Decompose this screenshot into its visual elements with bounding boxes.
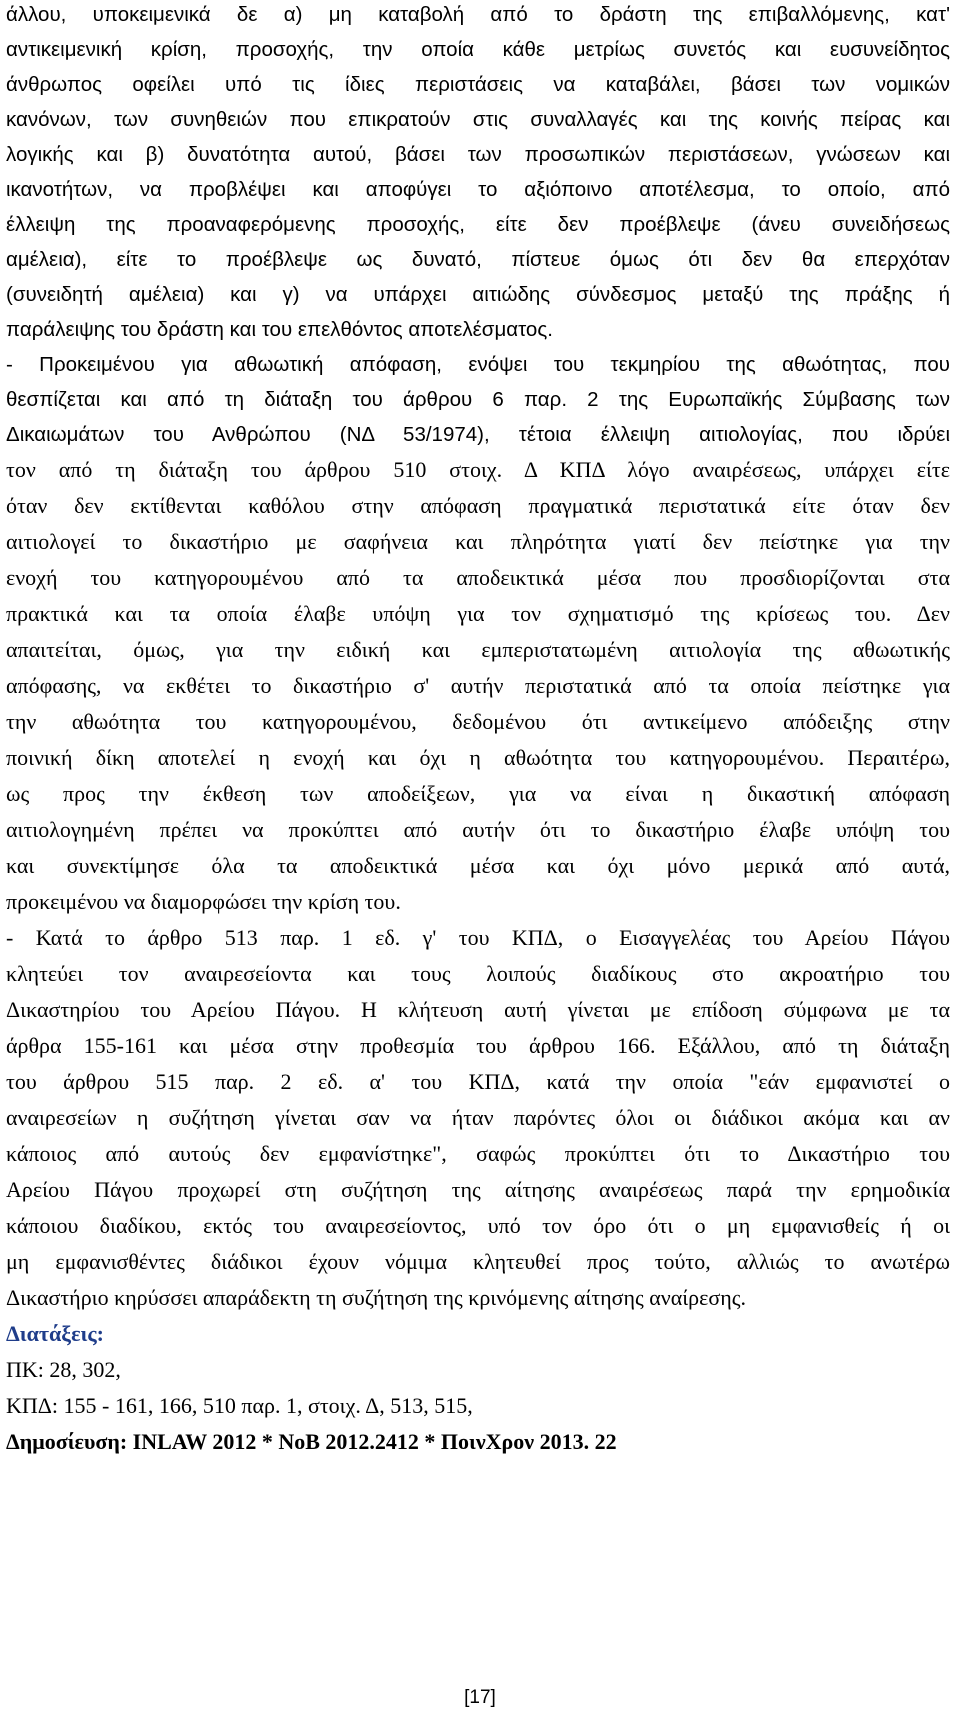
- paragraph-line: αντικειμενική κρίση, προσοχής, την οποία κάθε μετρίως συνετός και ευσυνείδητος: [6, 38, 950, 61]
- paragraph-line: ως προς την έκθεση των αποδείξεων, για να είναι η δικαστική απόφαση: [6, 781, 950, 806]
- paragraph-line: Δικαιωμάτων του Ανθρώπου (ΝΔ 53/1974), τέτοια έλλειψη αιτιολογίας, που ιδρύει: [6, 423, 950, 446]
- page-number: [17]: [464, 1687, 496, 1708]
- paragraph-line: Δικαστήριο κηρύσσει απαράδεκτη τη συζήτηση της κρινόμενης αίτησης αναίρεσης.: [6, 1285, 746, 1310]
- paragraph-line: και συνεκτίμησε όλα τα αποδεικτικά μέσα και όχι μόνο μερικά από αυτά,: [6, 853, 950, 878]
- paragraph-line: αναιρεσείων η συζήτηση γίνεται σαν να ήταν παρόντες όλοι οι διάδικοι ακόμα και αν: [6, 1105, 950, 1130]
- paragraph-line: απόφασης, να εκθέτει το δικαστήριο σ' αυτήν περιστατικά από τα οποία πείστηκε για: [6, 673, 950, 698]
- paragraph-line: όταν δεν εκτίθενται καθόλου στην απόφαση πραγματικά περιστατικά είτε όταν δεν: [6, 493, 950, 518]
- paragraph-line: (συνειδητή αμέλεια) και γ) να υπάρχει αιτιώδης σύνδεσμος μεταξύ της πράξης ή: [6, 283, 950, 306]
- paragraph-line: άνθρωπος οφείλει υπό τις ίδιες περιστάσεις να καταβάλει, βάσει των νομικών: [6, 73, 950, 96]
- paragraph-line: πρακτικά και τα οποία έλαβε υπόψη για τον σχηματισμό της κρίσεως του. Δεν: [6, 601, 950, 626]
- paragraph-line: αιτιολογημένη πρέπει να προκύπτει από αυτήν ότι το δικαστήριο έλαβε υπόψη του: [6, 817, 950, 842]
- paragraph-line: αμέλεια), είτε το προέβλεψε ως δυνατό, πίστευε όμως ότι δεν θα επερχόταν: [6, 248, 950, 271]
- paragraph-line: μη εμφανισθέντες διάδικοι έχουν νόμιμα κλητευθεί προς τούτο, αλλιώς το ανωτέρω: [6, 1249, 950, 1274]
- provisions-pk: ΠΚ: 28, 302,: [6, 1357, 121, 1382]
- paragraph-line: του άρθρου 515 παρ. 2 εδ. α' του ΚΠΔ, κατά την οποία "εάν εμφανιστεί ο: [6, 1069, 950, 1094]
- paragraph-line: ενοχή του κατηγορουμένου από τα αποδεικτικά μέσα που προσδιορίζονται στα: [6, 565, 950, 590]
- paragraph-line: κάποιος από αυτούς δεν εμφανίστηκε", σαφώς προκύπτει ότι το Δικαστήριο του: [6, 1141, 950, 1166]
- paragraph-line: προκειμένου να διαμορφώσει την κρίση του.: [6, 889, 401, 914]
- paragraph-line: την αθωότητα του κατηγορουμένου, δεδομένου ότι αντικείμενο απόδειξης στην: [6, 709, 950, 734]
- paragraph-line: άρθρα 155-161 και μέσα στην προθεσμία του άρθρου 166. Εξάλλου, από τη διάταξη: [6, 1033, 950, 1058]
- paragraph-line: Αρείου Πάγου προχωρεί στη συζήτηση της αίτησης αναιρέσεως παρά την ερημοδικία: [6, 1177, 950, 1202]
- paragraph-line: κανόνων, των συνηθειών που επικρατούν στις συναλλαγές και της κοινής πείρας και: [6, 108, 950, 131]
- publication-line: Δημοσίευση: INLAW 2012 * ΝοΒ 2012.2412 * ΠοινΧρον 2013. 22: [6, 1429, 617, 1454]
- paragraph-line: Δικαστηρίου του Αρείου Πάγου. Η κλήτευση αυτή γίνεται με επίδοση σύμφωνα με τα: [6, 997, 950, 1022]
- paragraph-line: - Προκειμένου για αθωωτική απόφαση, ενόψει του τεκμηρίου της αθωότητας, που: [6, 353, 950, 376]
- paragraph-line: έλλειψη της προαναφερόμενης προσοχής, είτε δεν προέβλεψε (άνευ συνειδήσεως: [6, 213, 950, 236]
- paragraph-line: τον από τη διάταξη του άρθρου 510 στοιχ. Δ ΚΠΔ λόγο αναιρέσεως, υπάρχει είτε: [6, 457, 950, 482]
- paragraph-line: αιτιολογεί το δικαστήριο με σαφήνεια και πληρότητα γιατί δεν πείστηκε για την: [6, 529, 950, 554]
- provisions-kpd: ΚΠΔ: 155 - 161, 166, 510 παρ. 1, στοιχ. Δ, 513, 515,: [6, 1393, 473, 1418]
- paragraph-line: θεσπίζεται και από τη διάταξη του άρθρου 6 παρ. 2 της Ευρωπαϊκής Σύμβασης των: [6, 388, 950, 411]
- paragraph-line: κλητεύει τον αναιρεσείοντα και τους λοιπούς διαδίκους στο ακροατήριο του: [6, 961, 950, 986]
- paragraph-line: παράλειψης του δράστη και του επελθόντος αποτελέσματος.: [6, 318, 553, 341]
- paragraph-line: ικανοτήτων, να προβλέψει και αποφύγει το αξιόποινο αποτέλεσμα, το οποίο, από: [6, 178, 950, 201]
- paragraph-line: λογικής και β) δυνατότητα αυτού, βάσει των προσωπικών περιστάσεων, γνώσεων και: [6, 143, 950, 166]
- paragraph-line: ποινική δίκη αποτελεί η ενοχή και όχι η αθωότητα του κατηγορουμένου. Περαιτέρω,: [6, 745, 950, 770]
- paragraph-line: - Κατά το άρθρο 513 παρ. 1 εδ. γ' του ΚΠΔ, ο Εισαγγελέας του Αρείου Πάγου: [6, 925, 950, 950]
- provisions-heading: Διατάξεις:: [6, 1321, 104, 1346]
- paragraph-line: άλλου, υποκειμενικά δε α) μη καταβολή από το δράστη της επιβαλλόμενης, κατ': [6, 3, 950, 26]
- paragraph-line: απαιτείται, όμως, για την ειδική και εμπεριστατωμένη αιτιολογία της αθωωτικής: [6, 637, 950, 662]
- paragraph-line: κάποιου διαδίκου, εκτός του αναιρεσείοντος, υπό τον όρο ότι ο μη εμφανισθείς ή οι: [6, 1213, 950, 1238]
